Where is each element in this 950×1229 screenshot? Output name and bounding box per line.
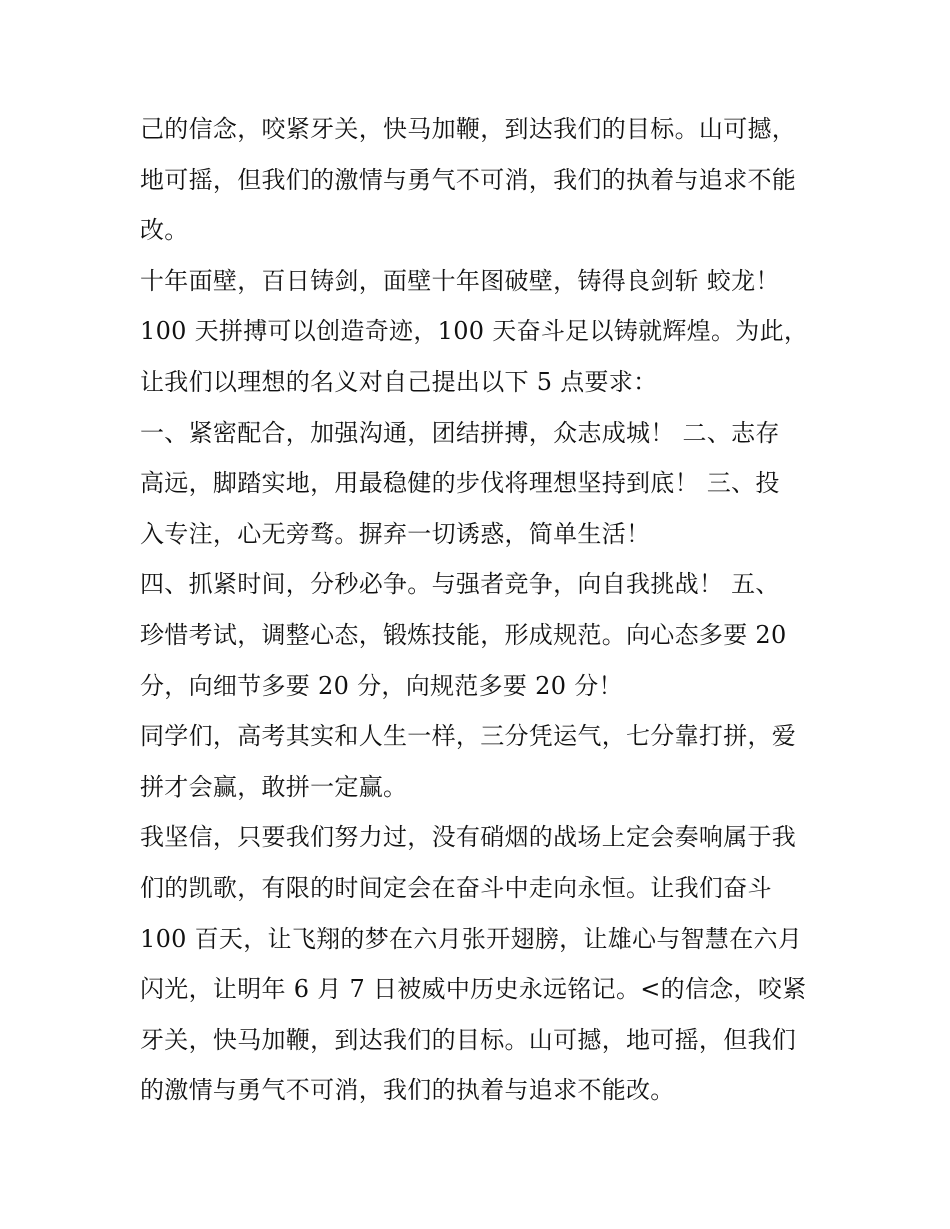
text-line: 拼才会赢，敢拼一定赢。 <box>140 772 408 801</box>
text-line: 改。 <box>140 216 189 245</box>
text-line: 珍惜考试，调整心态，锻炼技能，形成规范。向心态多要 20 <box>140 620 787 649</box>
text-line: 高远，脚踏实地，用最稳健的步伐将理想坚持到底！ 三、投 <box>140 469 780 498</box>
document-body <box>140 104 820 1116</box>
text-line: 的激情与勇气不可消，我们的执着与追求不能改。 <box>140 1076 675 1105</box>
text-line: 闪光，让明年 6 月 7 日被威中历史永远铭记。<的信念，咬紧 <box>140 975 807 1004</box>
text-line: 同学们，高考其实和人生一样，三分凭运气，七分靠打拼，爱 <box>140 722 797 751</box>
text-line: 100 百天，让飞翔的梦在六月张开翅膀，让雄心与智慧在六月 <box>140 924 803 953</box>
text-line: 100 天拼搏可以创造奇迹，100 天奋斗足以铸就辉煌。为此， <box>140 317 809 346</box>
text-line: 我坚信，只要我们努力过，没有硝烟的战场上定会奏响属于我 <box>140 823 797 852</box>
text-line: 分，向细节多要 20 分，向规范多要 20 分！ <box>140 671 623 700</box>
text-line: 让我们以理想的名义对自己提出以下 5 点要求： <box>140 367 658 396</box>
text-line: 十年面壁，百日铸剑，面壁十年图破壁，铸得良剑斩 蛟龙！ <box>140 266 780 295</box>
text-line: 四、抓紧时间，分秒必争。与强者竞争，向自我挑战！ 五、 <box>140 570 780 599</box>
text-line: 地可摇，但我们的激情与勇气不可消，我们的执着与追求不能 <box>140 165 797 194</box>
text-line: 一、紧密配合，加强沟通，团结拼搏，众志成城！ 二、志存 <box>140 418 780 447</box>
text-line: 入专注，心无旁骛。摒弃一切诱惑，简单生活！ <box>140 519 651 548</box>
text-line: 牙关，快马加鞭，到达我们的目标。山可撼，地可摇，但我们 <box>140 1025 797 1054</box>
text-line: 己的信念，咬紧牙关，快马加鞭，到达我们的目标。山可撼， <box>140 115 797 143</box>
text-line: 们的凯歌，有限的时间定会在奋斗中走向永恒。让我们奋斗 <box>140 873 772 902</box>
